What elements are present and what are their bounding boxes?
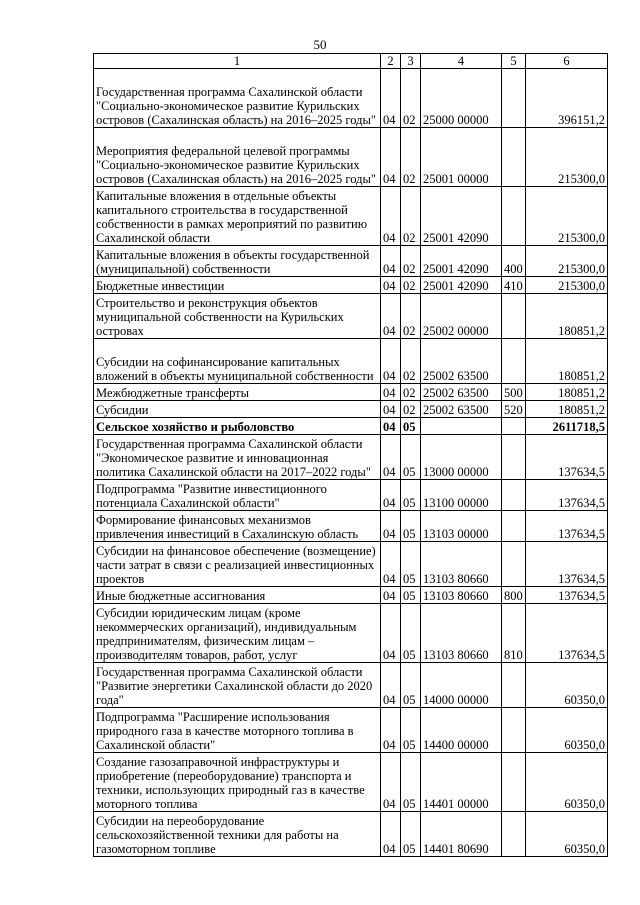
row-c4-cell: 14000 00000 xyxy=(421,663,502,708)
row-name-cell: Капитальные вложения в отдельные объекты капитального строительства в государственной собственности в рамках мероприятий по развитию Сахалинской области xyxy=(94,187,381,246)
row-c4-cell: 25002 00000 xyxy=(421,294,502,339)
row-c6-cell: 60350,0 xyxy=(526,663,608,708)
row-name-cell: Капитальные вложения в объекты государственной (муниципальной) собственности xyxy=(94,246,381,277)
row-c4-cell: 25001 42090 xyxy=(421,246,502,277)
row-name-cell: Государственная программа Сахалинской области "Развитие энергетики Сахалинской области до 2020 года" xyxy=(94,663,381,708)
row-name-cell: Подпрограмма "Развитие инвестиционного потенциала Сахалинской области" xyxy=(94,480,381,511)
column-header: 4 xyxy=(421,54,502,69)
row-c2-cell: 04 xyxy=(381,435,401,480)
table-row xyxy=(94,708,608,753)
row-c2-cell: 04 xyxy=(381,401,401,418)
column-header: 5 xyxy=(502,54,526,69)
page-number: 50 xyxy=(313,37,327,52)
row-c3-cell: 05 xyxy=(401,542,421,587)
row-c4-cell: 25001 42090 xyxy=(421,277,502,294)
row-name-cell: Создание газозаправочной инфраструктуры и приобретение (переоборудование) транспорта и техники, использующих природный газ в качестве моторного топлива xyxy=(94,753,381,812)
row-c3-cell: 02 xyxy=(401,277,421,294)
row-c6-cell: 2611718,5 xyxy=(526,418,608,435)
row-c5-cell xyxy=(502,128,526,187)
table-row xyxy=(94,294,608,339)
row-c4-cell: 13000 00000 xyxy=(421,435,502,480)
table-row xyxy=(94,435,608,480)
row-c4-cell: 25002 63500 xyxy=(421,384,502,401)
row-c4-cell: 13103 00000 xyxy=(421,511,502,542)
row-name-cell: Субсидии на финансовое обеспечение (возмещение) части затрат в связи с реализацией инвестиционных проектов xyxy=(94,542,381,587)
row-c6-cell: 180851,2 xyxy=(526,339,608,384)
row-c3-cell: 05 xyxy=(401,587,421,604)
row-c3-cell: 05 xyxy=(401,511,421,542)
row-name-cell: Государственная программа Сахалинской области "Экономическое развитие и инновационная политика Сахалинской области на 2017–2022 годы" xyxy=(94,435,381,480)
table-row xyxy=(94,604,608,663)
row-c4-cell: 25000 00000 xyxy=(421,69,502,128)
row-c3-cell: 05 xyxy=(401,418,421,435)
table-row xyxy=(94,128,608,187)
row-c2-cell: 04 xyxy=(381,128,401,187)
row-c5-cell: 500 xyxy=(502,384,526,401)
row-c4-cell: 13100 00000 xyxy=(421,480,502,511)
row-c6-cell: 60350,0 xyxy=(526,812,608,857)
row-c2-cell: 04 xyxy=(381,187,401,246)
row-c5-cell xyxy=(502,418,526,435)
row-c2-cell: 04 xyxy=(381,753,401,812)
row-c2-cell: 04 xyxy=(381,663,401,708)
row-c3-cell: 05 xyxy=(401,480,421,511)
row-c5-cell xyxy=(502,339,526,384)
row-c2-cell: 04 xyxy=(381,384,401,401)
row-c6-cell: 215300,0 xyxy=(526,246,608,277)
row-c4-cell: 14400 00000 xyxy=(421,708,502,753)
row-c3-cell: 02 xyxy=(401,384,421,401)
row-c6-cell: 180851,2 xyxy=(526,384,608,401)
row-c6-cell: 60350,0 xyxy=(526,753,608,812)
row-c6-cell: 215300,0 xyxy=(526,187,608,246)
row-c2-cell: 04 xyxy=(381,480,401,511)
row-c4-cell: 14401 00000 xyxy=(421,753,502,812)
row-c3-cell: 02 xyxy=(401,339,421,384)
row-name-cell: Иные бюджетные ассигнования xyxy=(94,587,381,604)
row-c3-cell: 05 xyxy=(401,435,421,480)
row-c3-cell: 05 xyxy=(401,708,421,753)
row-c4-cell: 25001 00000 xyxy=(421,128,502,187)
row-c3-cell: 05 xyxy=(401,663,421,708)
table-row xyxy=(94,812,608,857)
row-c5-cell xyxy=(502,511,526,542)
row-c3-cell: 02 xyxy=(401,69,421,128)
row-c6-cell: 215300,0 xyxy=(526,128,608,187)
row-c3-cell: 02 xyxy=(401,187,421,246)
row-c2-cell: 04 xyxy=(381,812,401,857)
row-c4-cell: 25002 63500 xyxy=(421,339,502,384)
table-row xyxy=(94,542,608,587)
table-row xyxy=(94,511,608,542)
row-c6-cell: 215300,0 xyxy=(526,277,608,294)
column-header: 6 xyxy=(526,54,608,69)
row-c4-cell: 25002 63500 xyxy=(421,401,502,418)
row-c4-cell: 13103 80660 xyxy=(421,542,502,587)
row-c6-cell: 137634,5 xyxy=(526,511,608,542)
row-c2-cell: 04 xyxy=(381,542,401,587)
row-name-cell: Субсидии на переоборудование сельскохозяйственной техники для работы на газомоторном топливе xyxy=(94,812,381,857)
row-c6-cell: 137634,5 xyxy=(526,604,608,663)
row-c5-cell: 410 xyxy=(502,277,526,294)
row-name-cell: Государственная программа Сахалинской области "Социально-экономическое развитие Курильских островов (Сахалинская область) на 2016–2025 годы" xyxy=(94,69,381,128)
row-c6-cell: 396151,2 xyxy=(526,69,608,128)
row-c5-cell xyxy=(502,708,526,753)
row-c5-cell xyxy=(502,753,526,812)
row-c2-cell: 04 xyxy=(381,708,401,753)
table-row xyxy=(94,587,608,604)
row-c3-cell: 05 xyxy=(401,753,421,812)
row-c2-cell: 04 xyxy=(381,69,401,128)
table-row xyxy=(94,69,608,128)
row-c6-cell: 137634,5 xyxy=(526,542,608,587)
table-row xyxy=(94,663,608,708)
row-c5-cell xyxy=(502,435,526,480)
row-c4-cell: 14401 80690 xyxy=(421,812,502,857)
row-c4-cell: 13103 80660 xyxy=(421,587,502,604)
row-c3-cell: 05 xyxy=(401,812,421,857)
row-c3-cell: 02 xyxy=(401,401,421,418)
row-c3-cell: 05 xyxy=(401,604,421,663)
row-c4-cell: 25001 42090 xyxy=(421,187,502,246)
row-c2-cell: 04 xyxy=(381,246,401,277)
row-c2-cell: 04 xyxy=(381,587,401,604)
row-name-cell: Подпрограмма "Расширение использования природного газа в качестве моторного топлива в Сахалинской области" xyxy=(94,708,381,753)
row-c2-cell: 04 xyxy=(381,511,401,542)
row-c6-cell: 180851,2 xyxy=(526,294,608,339)
table-row xyxy=(94,277,608,294)
table-row xyxy=(94,401,608,418)
row-name-cell: Бюджетные инвестиции xyxy=(94,277,381,294)
table-row xyxy=(94,339,608,384)
column-header: 2 xyxy=(381,54,401,69)
table-row xyxy=(94,418,608,435)
row-c3-cell: 02 xyxy=(401,294,421,339)
row-c5-cell: 810 xyxy=(502,604,526,663)
row-c5-cell xyxy=(502,812,526,857)
row-c6-cell: 60350,0 xyxy=(526,708,608,753)
row-name-cell: Межбюджетные трансферты xyxy=(94,384,381,401)
row-name-cell: Строительство и реконструкция объектов муниципальной собственности на Курильских островах xyxy=(94,294,381,339)
budget-table xyxy=(93,53,608,857)
table-row xyxy=(94,187,608,246)
table-row xyxy=(94,246,608,277)
row-c5-cell xyxy=(502,663,526,708)
row-c6-cell: 137634,5 xyxy=(526,480,608,511)
row-c3-cell: 02 xyxy=(401,246,421,277)
row-c5-cell xyxy=(502,542,526,587)
row-name-cell: Сельское хозяйство и рыболовство xyxy=(94,418,381,435)
row-name-cell: Субсидии юридическим лицам (кроме некоммерческих организаций), индивидуальным предпринимателям, физическим лицам – производителям товаров, работ, услуг xyxy=(94,604,381,663)
table-row xyxy=(94,753,608,812)
row-c5-cell: 520 xyxy=(502,401,526,418)
row-name-cell: Субсидии xyxy=(94,401,381,418)
table-row xyxy=(94,384,608,401)
row-name-cell: Формирование финансовых механизмов привлечения инвестиций в Сахалинскую область xyxy=(94,511,381,542)
row-c2-cell: 04 xyxy=(381,604,401,663)
row-c2-cell: 04 xyxy=(381,294,401,339)
column-header: 1 xyxy=(94,54,381,69)
row-c5-cell xyxy=(502,294,526,339)
row-c4-cell: 13103 80660 xyxy=(421,604,502,663)
row-name-cell: Субсидии на софинансирование капитальных вложений в объекты муниципальной собственности xyxy=(94,339,381,384)
row-name-cell: Мероприятия федеральной целевой программы "Социально-экономическое развитие Курильских островов (Сахалинская область) на 2016–2025 годы" xyxy=(94,128,381,187)
row-c5-cell xyxy=(502,69,526,128)
table-header-row xyxy=(94,54,608,69)
row-c6-cell: 137634,5 xyxy=(526,587,608,604)
row-c5-cell xyxy=(502,480,526,511)
row-c5-cell: 800 xyxy=(502,587,526,604)
row-c2-cell: 04 xyxy=(381,277,401,294)
row-c4-cell xyxy=(421,418,502,435)
row-c5-cell: 400 xyxy=(502,246,526,277)
row-c2-cell: 04 xyxy=(381,339,401,384)
row-c3-cell: 02 xyxy=(401,128,421,187)
row-c2-cell: 04 xyxy=(381,418,401,435)
row-c5-cell xyxy=(502,187,526,246)
row-c6-cell: 137634,5 xyxy=(526,435,608,480)
row-c6-cell: 180851,2 xyxy=(526,401,608,418)
table-row xyxy=(94,480,608,511)
column-header: 3 xyxy=(401,54,421,69)
